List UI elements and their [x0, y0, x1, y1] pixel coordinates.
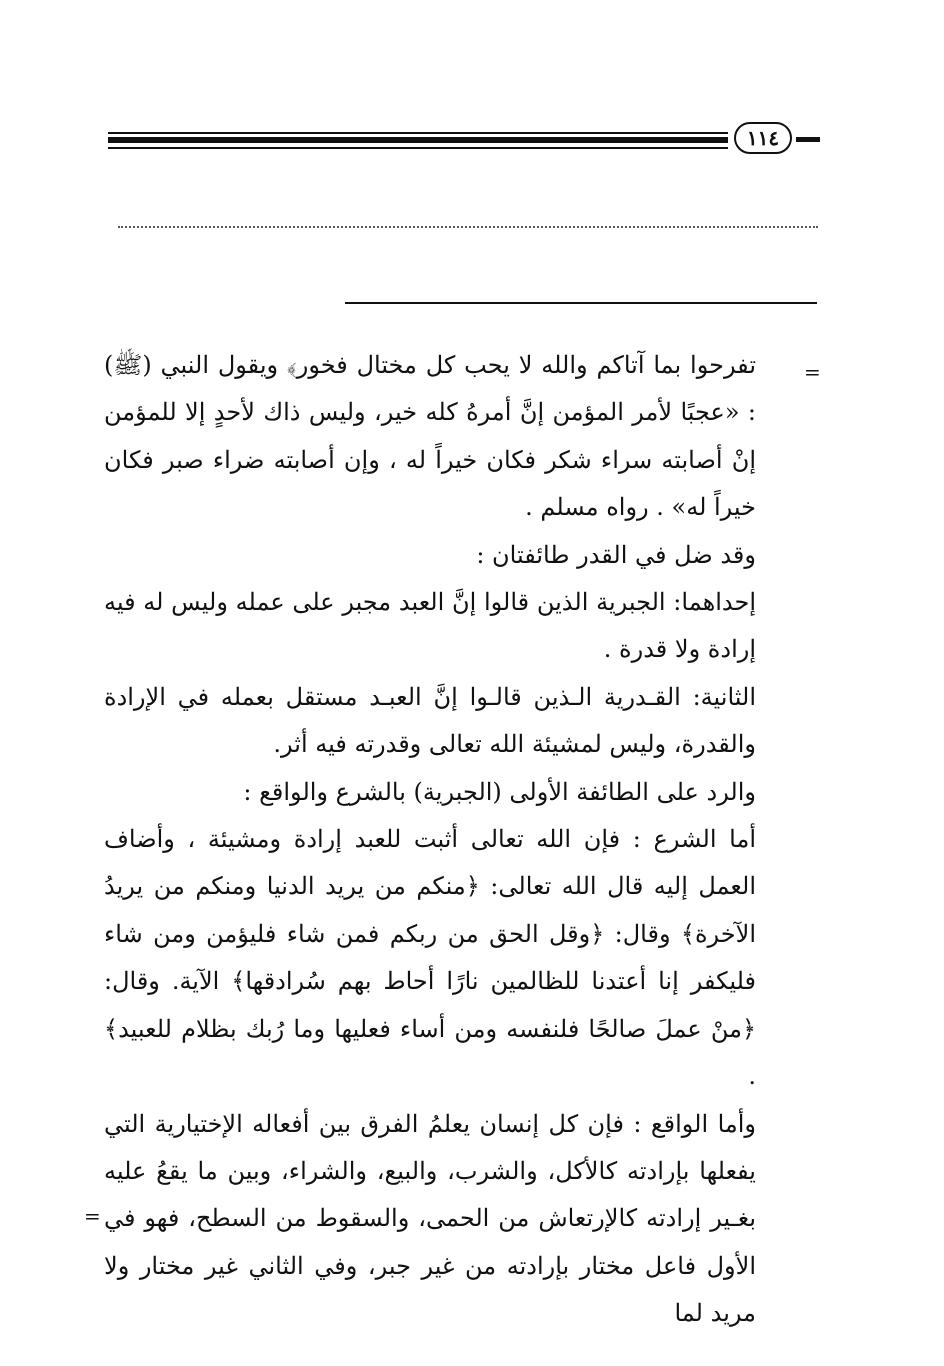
paragraph: الثانية: القـدرية الـذين قالـوا إنَّ العبـد مستقل بعمله في الإرادة والقدرة، وليس لمشيئة الله تعالى وقدرته فيه أثر. [104, 682, 756, 759]
paragraph: أما الشرع : فإن الله تعالى أثبت للعبد إرادة ومشيئة ، وأضاف العمل إليه قال الله تعالى: ﴿منكم من يريد الدنيا ومنكم من يريدُ الآخرة﴾ وقال: ﴿وقل الحق من ربكم فمن شاء فليؤمن ومن شاء فليكفر إنا أعتدنا للظالمين نارًا أحاط بهم سُرادقها﴾ الآية. وقال: ﴿منْ عملَ صالحًا فلنفسه ومن أساء فعليها وما رُبك بظلام للعبيد﴾ . [104, 825, 756, 1091]
continuation-mark-top: = [804, 360, 821, 384]
body-text [104, 342, 756, 1338]
page-number: ١١٤ [734, 122, 792, 154]
paragraph: وقد ضل في القدر طائفتان : [476, 540, 756, 569]
paragraph: وأما الواقع : فإن كل إنسان يعلمُ الفرق بين أفعاله الإختيارية التي يفعلها بإرادته كالأكل، والشرب، والبيع، والشراء، وبين ما يقعُ عليه بغـير إرادته كالإرتعاش من الحمى، والسقوط من السطح، فهو في الأول فاعل مختار بإرادته من غير جبر، وفي الثاني غير مختار ولا مريد لما [104, 1109, 757, 1328]
page-header [108, 122, 820, 162]
header-rule [108, 147, 728, 149]
section-rule [345, 302, 817, 304]
paragraph: والرد على الطائفة الأولى (الجبرية) بالشرع والواقع : [243, 777, 756, 806]
paragraph: إحداهما: الجبرية الذين قالوا إنَّ العبد مجبر على عمله وليس له فيه إرادة ولا قدرة . [104, 588, 756, 664]
dotted-divider [118, 226, 818, 228]
header-rule-thick [108, 137, 728, 143]
paragraph: تفرحوا بما آتاكم والله لا يحب كل مختال فخور﴾ ويقول النبي (ﷺ) : «عجبًا لأمر المؤمن إنَّ أمرهُ كله خير، وليس ذاك لأحدٍ إلا للمؤمن إنْ أصابته سراء شكر فكان خيراً له ، وإن أصابته ضراء صبر فكان خيراً له» . رواه مسلم . [104, 351, 756, 522]
continuation-mark-bottom: = [84, 1204, 101, 1228]
header-rule [108, 132, 728, 134]
header-rule-short [796, 137, 820, 142]
